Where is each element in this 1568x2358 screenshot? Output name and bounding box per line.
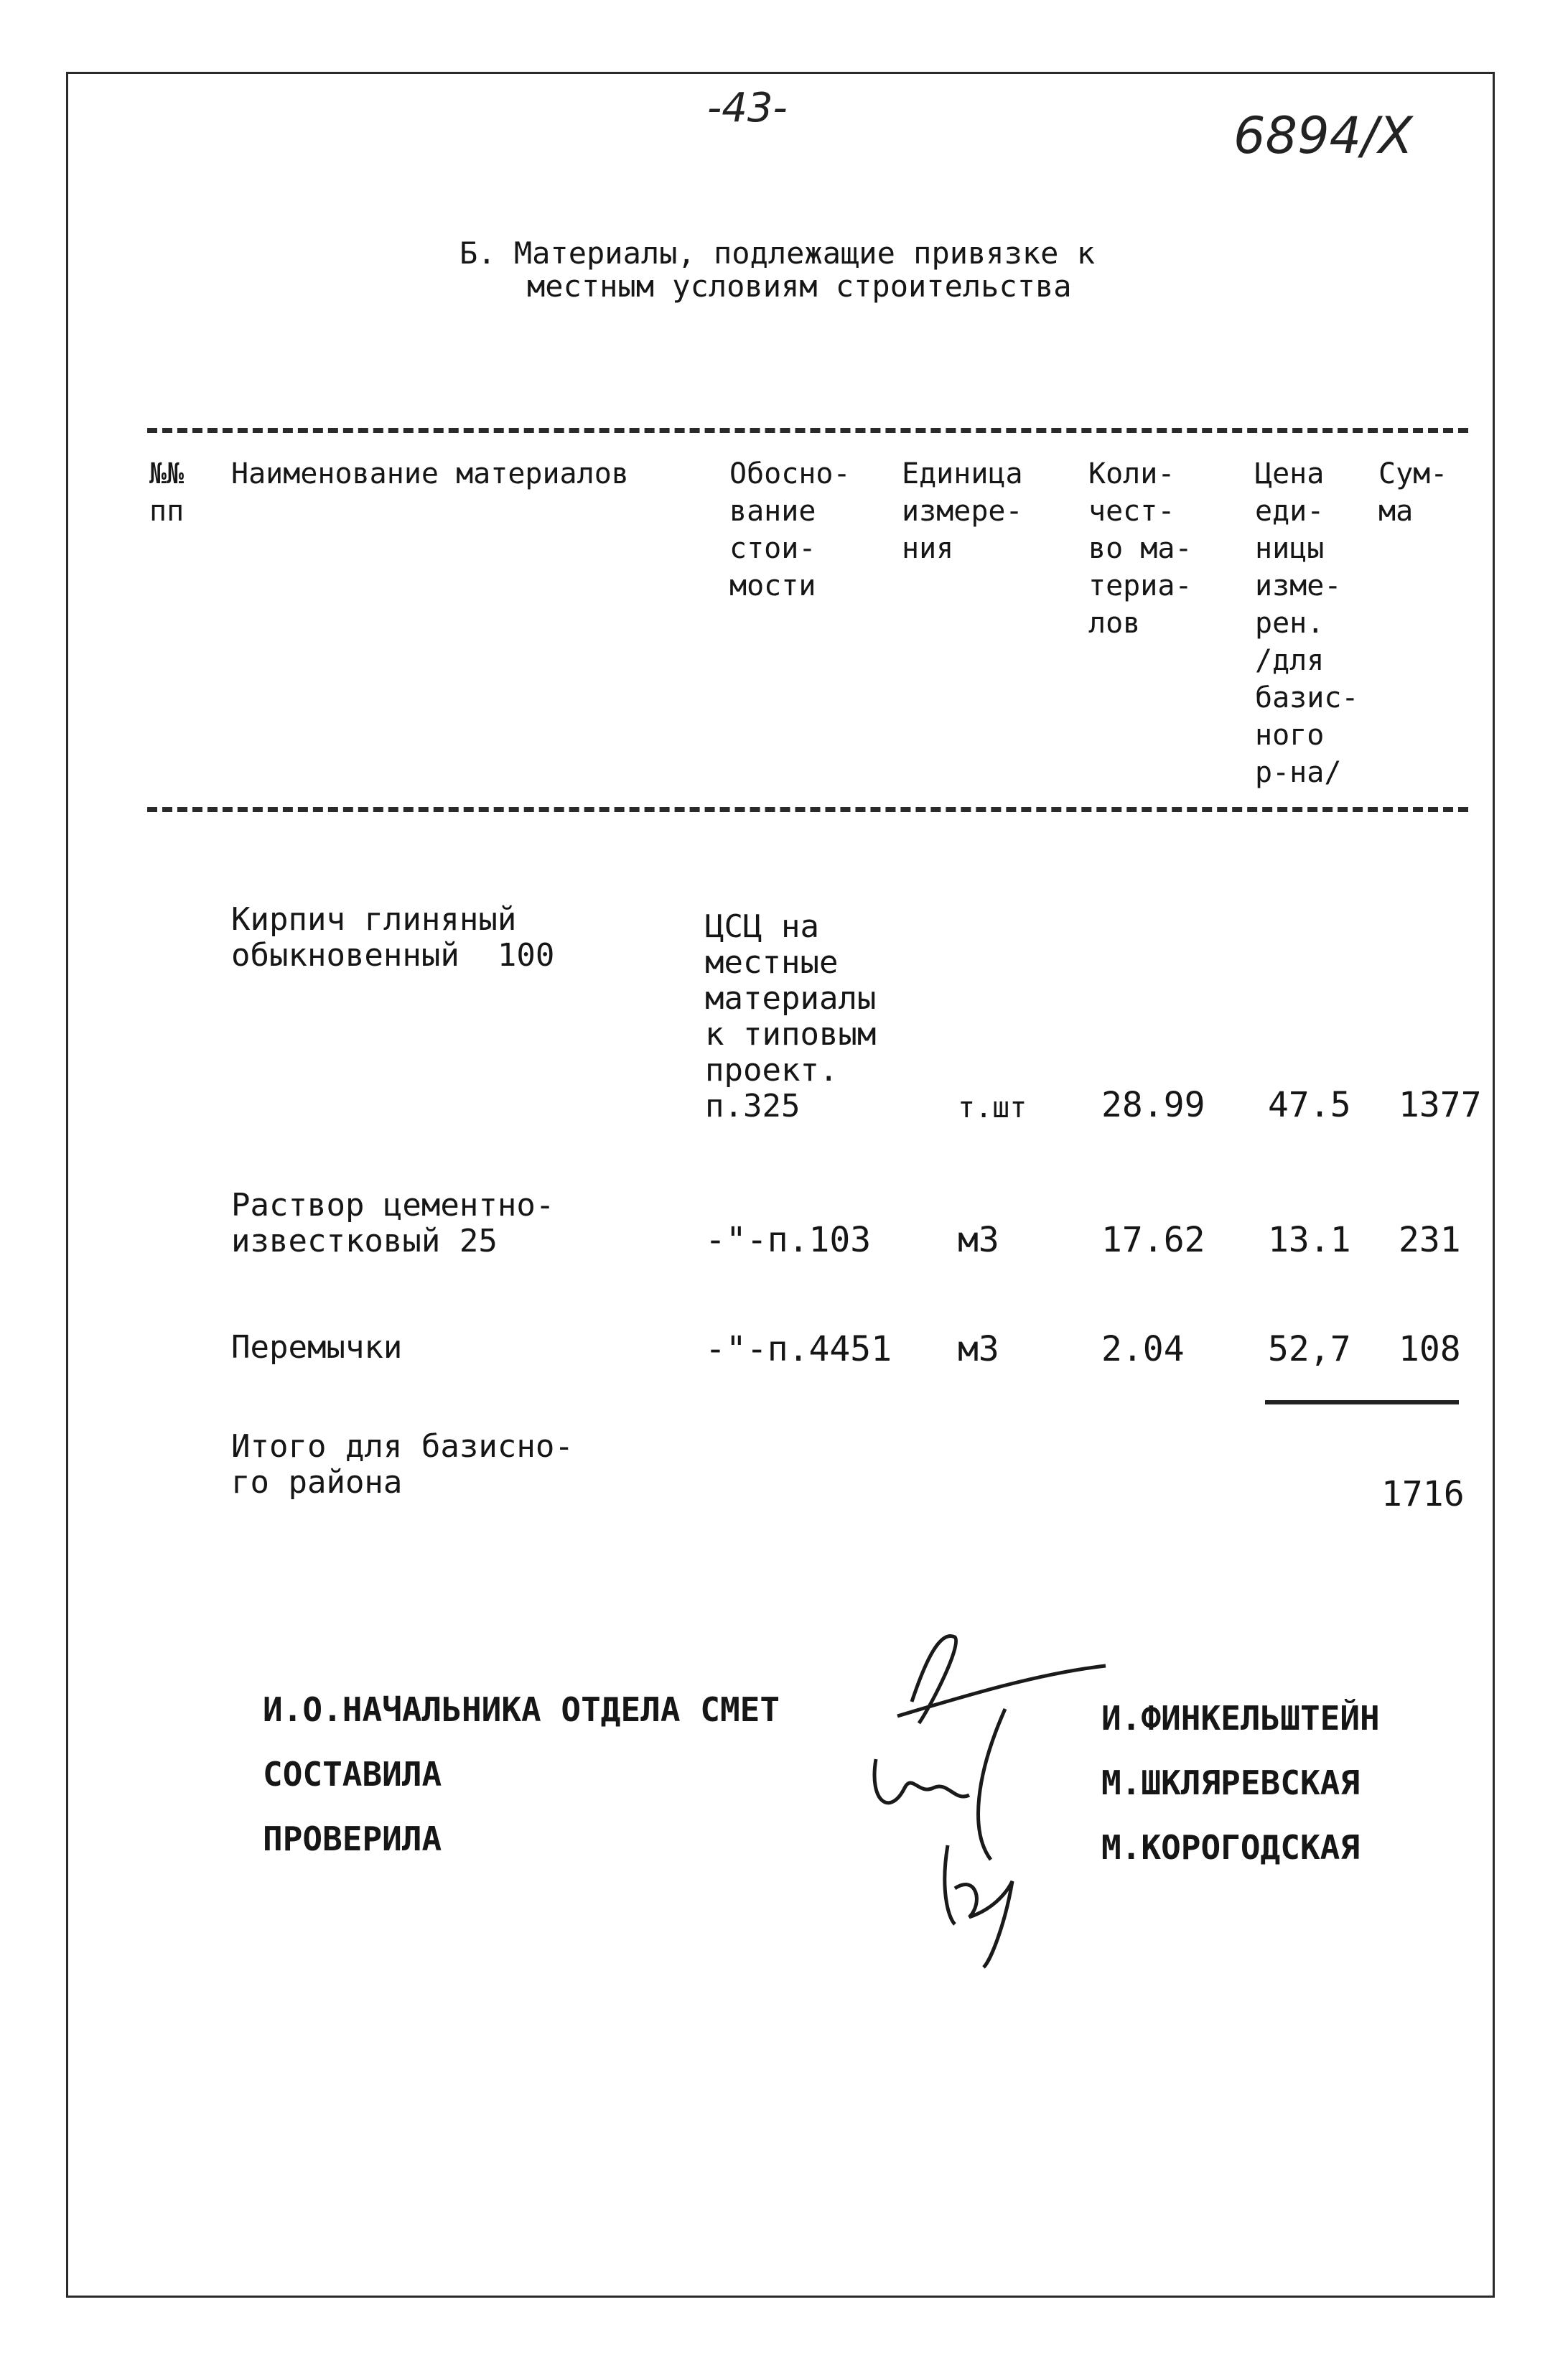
row-3-sum: 108: [1399, 1329, 1461, 1369]
row-3-price: 52,7: [1268, 1329, 1351, 1369]
archive-number: 6894/X: [1233, 106, 1413, 165]
section-title-line-1: Б. Материалы, подлежащие привязке к: [459, 236, 1096, 271]
table-header-rule: [147, 807, 1468, 812]
table-top-rule: [147, 428, 1468, 433]
row-2-quantity: 17.62: [1101, 1220, 1205, 1260]
row-2-basis: -"-п.103: [705, 1220, 872, 1260]
name-finkelshtein: И.ФИНКЕЛЬШТЕЙН: [1101, 1699, 1380, 1738]
row-2-price: 13.1: [1268, 1220, 1351, 1260]
signature-names: [1101, 1700, 1380, 1865]
row-3-basis: -"-п.4451: [705, 1329, 892, 1369]
row-1-name: Кирпич глиняный обыкновенный 100: [231, 901, 555, 974]
row-2-name: Раствор цементно- известковый 25: [231, 1187, 555, 1259]
header-unit: Единица измере- ния: [902, 457, 1023, 565]
total-label: Итого для базисно- го района: [231, 1428, 574, 1501]
row-3-quantity: 2.04: [1101, 1329, 1185, 1369]
page-border: [66, 72, 1495, 2298]
row-2-sum: 231: [1399, 1220, 1461, 1260]
row-1-basis: ЦСЦ на местные материалы к типовым проект. п.325: [705, 908, 877, 1124]
header-number: №№ пп: [149, 457, 185, 528]
section-title-line-2: местным условиям строительства: [527, 269, 1072, 304]
page-number: -43-: [707, 85, 788, 131]
name-korogodskaya: М.КОРОГОДСКАЯ: [1101, 1828, 1361, 1867]
row-1-sum: 1377: [1399, 1085, 1482, 1125]
total-value: 1716: [1381, 1474, 1465, 1514]
header-quantity: Коли- чест- во ма- териа- лов: [1088, 457, 1193, 640]
header-name: Наименование материалов: [231, 457, 629, 490]
row-1-quantity: 28.99: [1101, 1085, 1205, 1125]
role-department-head: И.О.НАЧАЛЬНИКА ОТДЕЛА СМЕТ: [263, 1690, 780, 1729]
handwritten-signatures: [862, 1616, 1134, 1975]
header-sum: Сум- ма: [1378, 457, 1448, 528]
row-1-unit: т.шт: [958, 1091, 1027, 1124]
row-3-name: Перемычки: [231, 1329, 403, 1366]
sum-underline: [1265, 1400, 1459, 1404]
role-checked: ПРОВЕРИЛА: [263, 1819, 442, 1858]
row-2-unit: м3: [958, 1220, 999, 1260]
section-title: [459, 237, 1321, 303]
role-composed: СОСТАВИЛА: [263, 1755, 442, 1794]
header-price: Цена еди- ницы изме- рен. /для базис- ного р-на/: [1255, 457, 1359, 789]
signature-roles: [263, 1692, 780, 1857]
header-basis: Обосно- вание стои- мости: [729, 457, 851, 602]
row-1-price: 47.5: [1268, 1085, 1351, 1125]
row-3-unit: м3: [958, 1329, 999, 1369]
name-shklyarevskaya: М.ШКЛЯРЕВСКАЯ: [1101, 1763, 1361, 1802]
